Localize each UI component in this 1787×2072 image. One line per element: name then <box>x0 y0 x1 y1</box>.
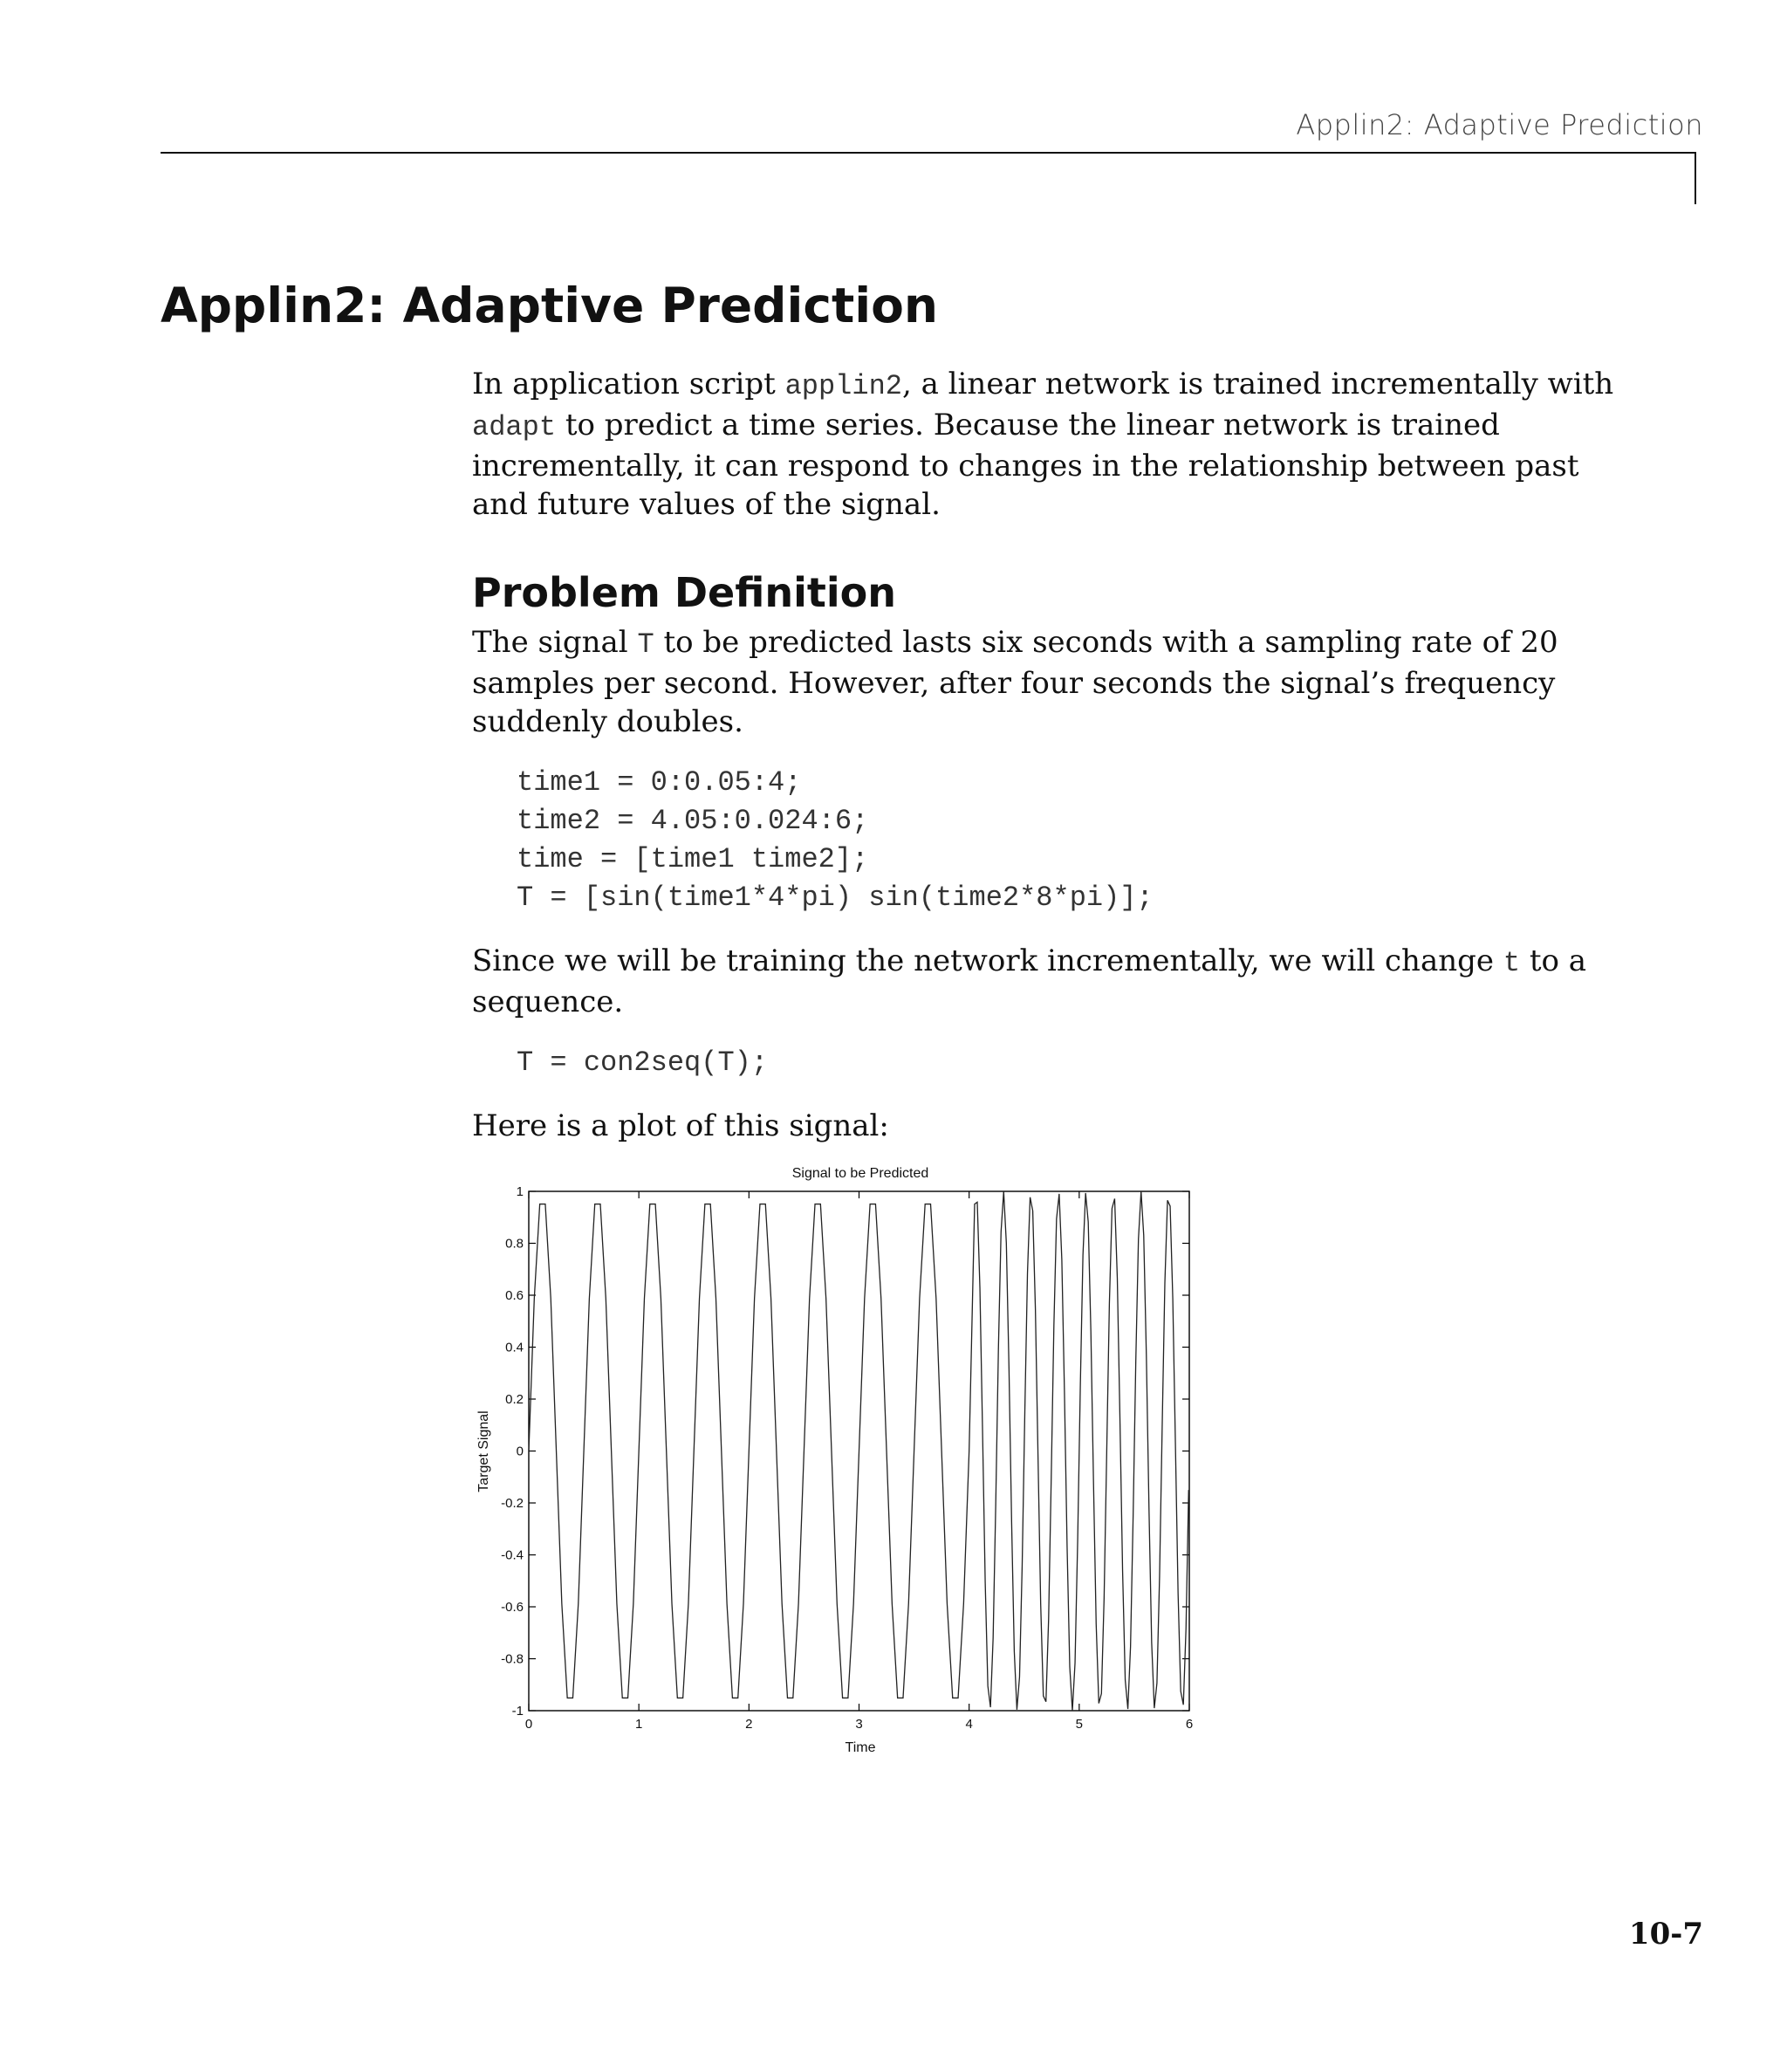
y-tick-label: -0.6 <box>501 1600 524 1615</box>
x-tick-label: 3 <box>855 1717 863 1732</box>
y-tick-label: -1 <box>511 1704 524 1719</box>
signal-chart <box>472 1156 1214 1767</box>
header-rule-tick <box>1695 152 1696 204</box>
problem-p2-text-2: to a sequence. <box>472 943 1587 1019</box>
chart-y-axis-label: Target Signal <box>476 1410 491 1492</box>
signal-chart-svg <box>472 1156 1214 1767</box>
series-line-target-signal <box>529 1191 1188 1711</box>
y-tick-label: 0.8 <box>505 1236 524 1252</box>
y-tick-label: 0.4 <box>505 1340 524 1355</box>
y-tick-label: 0.6 <box>505 1288 524 1303</box>
problem-p1-text-2: to be predicted lasts six seconds with a sampling rate of 20 samples per second. However, after four seconds the signal’s frequency suddenly doubles. <box>472 625 1558 739</box>
code-block-1 <box>517 764 1633 917</box>
x-tick-label: 5 <box>1075 1717 1084 1732</box>
chart-x-axis-label: Time <box>845 1740 876 1755</box>
code-line: T = [sin(time1*4*pi) sin(time2*8*pi)]; <box>517 882 1154 914</box>
intro-paragraph <box>472 365 1633 524</box>
code-line: time2 = 4.05:0.024:6; <box>517 805 869 837</box>
y-tick-label: 0.2 <box>505 1392 524 1407</box>
intro-text-2: , a linear network is trained incrementally with <box>901 367 1614 401</box>
inline-code-applin2: applin2 <box>784 370 902 402</box>
x-tick-label: 0 <box>524 1717 533 1732</box>
y-tick-label: -0.2 <box>501 1496 524 1511</box>
inline-code-T: T <box>637 628 654 661</box>
y-tick-label: -0.4 <box>501 1547 524 1563</box>
code-line: T = con2seq(T); <box>517 1046 769 1079</box>
x-tick-label: 2 <box>745 1717 753 1732</box>
problem-p2-text-1: Since we will be training the network incrementally, we will change <box>472 943 1503 978</box>
chart-series <box>529 1191 1188 1711</box>
problem-paragraph-1 <box>472 623 1633 741</box>
page-title: Applin2: Adaptive Prediction <box>161 278 939 333</box>
y-tick-label: 0 <box>516 1444 524 1459</box>
code-block-2 <box>517 1044 1633 1082</box>
page-number: 10-7 <box>1628 1917 1703 1952</box>
x-tick-label: 1 <box>634 1717 643 1732</box>
y-tick-label: -0.8 <box>501 1651 524 1667</box>
chart-title: Signal to be Predicted <box>791 1166 929 1181</box>
inline-code-t: t <box>1503 947 1521 979</box>
header-rule <box>161 152 1696 154</box>
problem-paragraph-3: Here is a plot of this signal: <box>472 1108 889 1143</box>
x-tick-label: 6 <box>1185 1717 1194 1732</box>
section-heading-problem-definition: Problem Definition <box>472 569 896 616</box>
x-tick-label: 4 <box>965 1717 973 1732</box>
running-header: Applin2: Adaptive Prediction <box>1296 108 1703 141</box>
problem-p1-text-1: The signal <box>472 625 638 660</box>
code-line: time1 = 0:0.05:4; <box>517 766 802 799</box>
code-line: time = [time1 time2]; <box>517 843 869 875</box>
problem-paragraph-2 <box>472 942 1633 1021</box>
main-content <box>472 365 1633 1145</box>
intro-text-3: to predict a time series. Because the linear network is trained incrementally, it can respond to changes in the relationship between past and future values of the signal. <box>472 408 1579 522</box>
inline-code-adapt: adapt <box>472 411 557 443</box>
intro-text-1: In application script <box>472 367 785 401</box>
y-tick-label: 1 <box>516 1184 524 1199</box>
